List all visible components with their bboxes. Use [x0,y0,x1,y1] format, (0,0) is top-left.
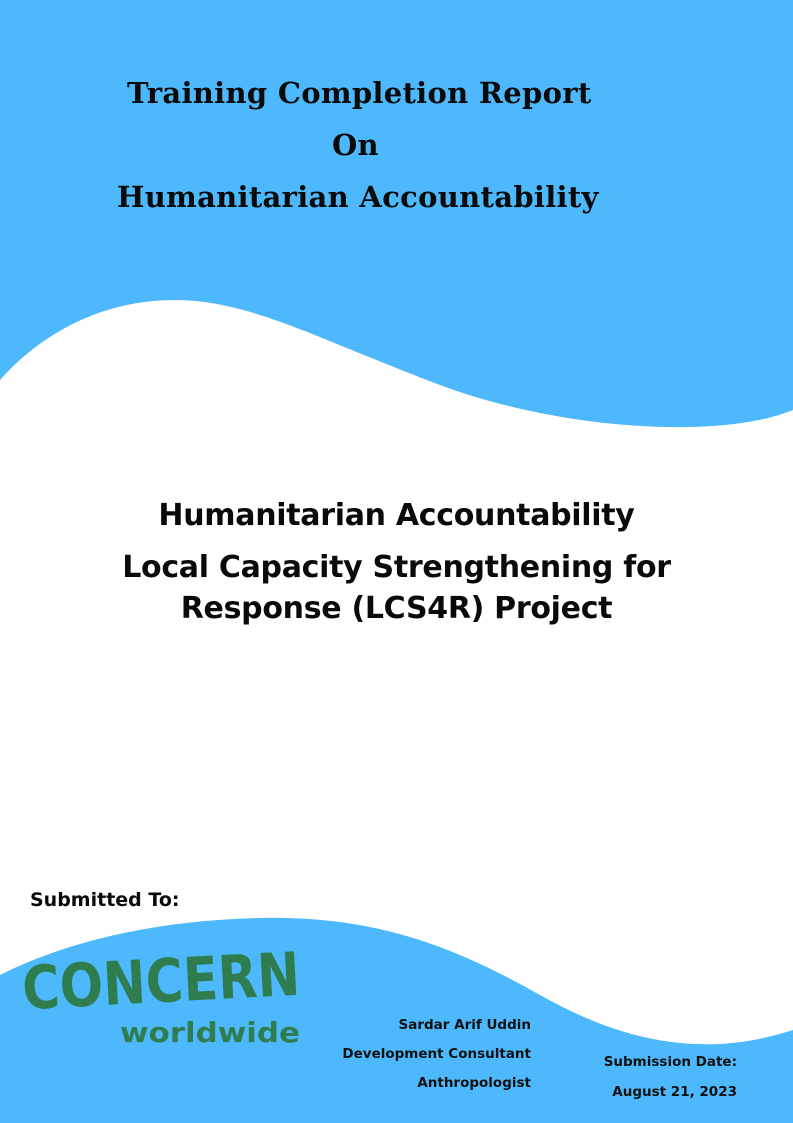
submission-date-label: Submission Date: [603,1054,737,1070]
project-subtitle-line-3: Response (LCS4R) Project [180,591,613,626]
author-role: Development Consultant [342,1046,531,1062]
project-subtitle-line-2: Local Capacity Strengthening for [122,550,671,585]
project-subtitle-line-1: Humanitarian Accountability [158,498,635,533]
concern-worldwide-logo [20,937,351,1050]
svg-text:worldwide: worldwide [120,1016,300,1049]
report-title-line-3: Humanitarian Accountability [117,180,599,214]
author-profession: Anthropologist [417,1075,531,1091]
report-title-line-2: On [332,128,379,162]
submitted-to-label: Submitted To: [30,889,180,911]
svg-text:CONCERN: CONCERN [20,937,351,1025]
author-name: Sardar Arif Uddin [398,1017,531,1033]
report-title-line-1: Training Completion Report [127,76,592,110]
submission-date: August 21, 2023 [612,1084,737,1100]
